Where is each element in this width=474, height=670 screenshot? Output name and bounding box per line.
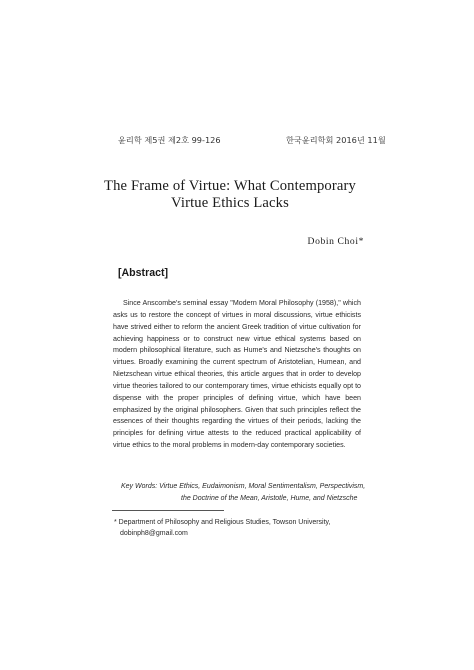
keywords-line-1: Key Words: Virtue Ethics, Eudaimonism, Moral Sentimentalism, Perspectivism,	[121, 483, 366, 490]
author-name: Dobin Choi*	[307, 236, 364, 247]
footnote-affiliation: * Department of Philosophy and Religious Studies, Towson University,	[114, 519, 331, 526]
journal-date: 한국윤리학회 2016년 11월	[286, 135, 386, 145]
keywords-line-2: the Doctrine of the Mean, Aristotle, Hume, and Nietzsche	[181, 494, 358, 502]
paper-title	[96, 178, 364, 211]
footnote-divider	[112, 510, 224, 511]
abstract-heading: [Abstract]	[118, 267, 169, 279]
abstract-body: Since Anscombe's seminal essay "Modern Moral Philosophy (1958)," which asks us to restore the concept of virtues in moral discussions, virtue ethicists have strived either to reform the ancient Greek tradition of virtue cultivation for achieving happiness or to construct new virtue ethical systems based on modern philosophical literature, such as Hume's and Nietzsche's thoughts on virtues. Broadly examining the current spectrum of Aristotelian, Humean, and Nietzschean virtue ethical theories, this article argues that in order to develop virtue theories tailored to our contemporary times, virtue ethicists equally opt to dispense with the proper principles of defining virtue, which have been emphasized by the original philosophers. Given that such principles reflect the essences of their thoughts regarding the virtues of their periods, lacking the principles for defining virtue attests to the reduced practical applicability of virtue ethics to the moral problems in modern-day contemporary societies.	[113, 299, 361, 450]
keywords	[121, 481, 371, 505]
journal-citation: 윤리학 제5권 제2호 99-126	[118, 135, 221, 145]
paper-title-line-1: The Frame of Virtue: What Contemporary	[104, 178, 356, 194]
author-footnote	[114, 517, 330, 539]
footnote-email: dobinph8@gmail.com	[120, 530, 188, 537]
paper-title-line-2: Virtue Ethics Lacks	[171, 194, 289, 211]
